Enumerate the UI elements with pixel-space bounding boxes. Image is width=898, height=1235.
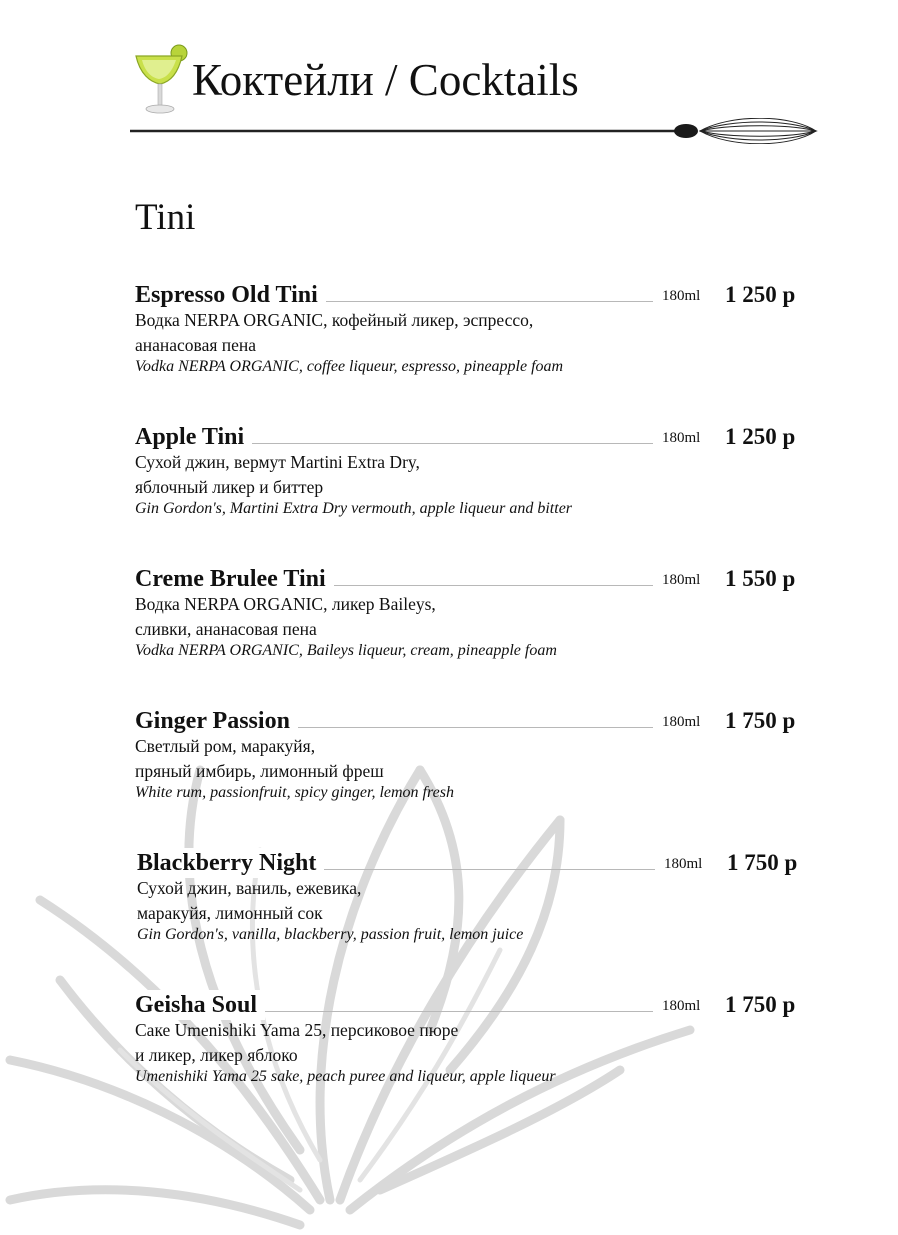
item-name: Blackberry Night bbox=[137, 848, 324, 878]
item-description-en: Umenishiki Yama 25 sake, peach puree and liqueur, apple liqueur bbox=[135, 1068, 556, 1085]
item-description-en: White rum, passionfruit, spicy ginger, lemon fresh bbox=[135, 784, 454, 801]
cocktail-glass-icon bbox=[132, 44, 188, 116]
item-price: 1 750 р bbox=[725, 992, 796, 1017]
item-name: Ginger Passion bbox=[135, 706, 298, 736]
page-header bbox=[130, 40, 820, 150]
menu-item bbox=[135, 280, 815, 390]
item-price: 1 750 р bbox=[725, 708, 796, 733]
item-description-ru: Сухой джин, ваниль, ежевика, маракуйя, лимонный сок bbox=[137, 878, 362, 923]
menu-item bbox=[135, 990, 815, 1100]
item-description-en: Gin Gordon's, Martini Extra Dry vermouth, apple liqueur and bitter bbox=[135, 500, 573, 517]
item-price: 1 750 р bbox=[727, 850, 798, 875]
menu-item bbox=[135, 422, 815, 532]
item-description-ru: Светлый ром, маракуйя, пряный имбирь, лимонный фреш bbox=[135, 736, 384, 781]
item-price: 1 250 р bbox=[725, 282, 796, 307]
menu-item bbox=[137, 848, 817, 958]
section-title: Tini bbox=[135, 197, 196, 238]
item-volume: 180ml bbox=[662, 572, 701, 588]
item-description-ru: Сухой джин, вермут Martini Extra Dry, яблочный ликер и биттер bbox=[135, 452, 420, 497]
item-volume: 180ml bbox=[662, 430, 701, 446]
item-description-en: Vodka NERPA ORGANIC, coffee liqueur, espresso, pineapple foam bbox=[135, 358, 564, 375]
item-price: 1 550 р bbox=[725, 566, 796, 591]
item-name: Creme Brulee Tini bbox=[135, 564, 334, 594]
item-price: 1 250 р bbox=[725, 424, 796, 449]
item-description-ru: Водка NERPA ORGANIC, ликер Baileys, сливки, ананасовая пена bbox=[135, 594, 436, 639]
item-description-en: Vodka NERPA ORGANIC, Baileys liqueur, cream, pineapple foam bbox=[135, 642, 557, 659]
menu-item bbox=[135, 706, 815, 816]
item-description-en: Gin Gordon's, vanilla, blackberry, passion fruit, lemon juice bbox=[137, 926, 524, 943]
item-name: Espresso Old Tini bbox=[135, 280, 326, 310]
item-description-ru: Водка NERPA ORGANIC, кофейный ликер, эспрессо, ананасовая пена bbox=[135, 310, 534, 355]
item-volume: 180ml bbox=[662, 714, 701, 730]
ornamental-divider bbox=[130, 118, 820, 144]
item-volume: 180ml bbox=[664, 856, 703, 872]
item-name: Apple Tini bbox=[135, 422, 252, 452]
item-description-ru: Саке Umenishiki Yama 25, персиковое пюре и ликер, ликер яблоко bbox=[135, 1020, 459, 1065]
item-volume: 180ml bbox=[662, 288, 701, 304]
page-title: Коктейли / Cocktails bbox=[192, 55, 579, 105]
item-name: Geisha Soul bbox=[135, 990, 265, 1020]
item-volume: 180ml bbox=[662, 998, 701, 1014]
menu-item bbox=[135, 564, 815, 674]
